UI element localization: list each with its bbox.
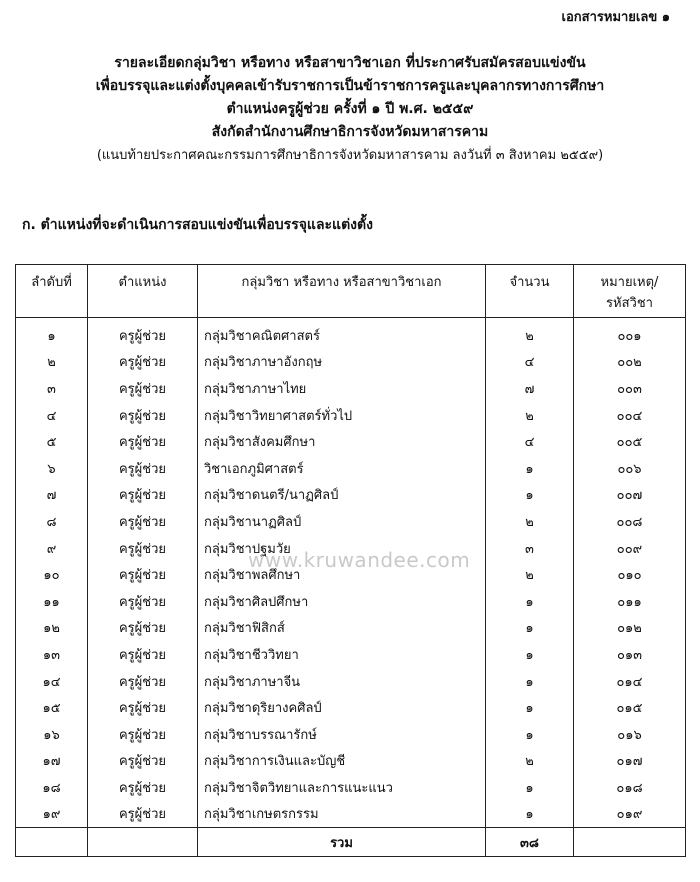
row-number: ๑๓ (16, 641, 88, 668)
total-cell-empty-3 (574, 828, 686, 857)
table-row (16, 428, 686, 455)
row-number: ๑ (16, 318, 88, 349)
header-note-line-2: รหัสวิชา (606, 296, 653, 311)
total-row (16, 828, 686, 857)
header-note-line-1: หมายเหตุ/ (600, 275, 659, 290)
table-row (16, 482, 686, 509)
row-count: ๔ (486, 349, 574, 376)
row-count: ๑ (486, 641, 574, 668)
document-header (0, 52, 700, 167)
watermark: www.kruwandee.com (248, 548, 471, 572)
row-count: ๒ (486, 508, 574, 535)
table-row (16, 508, 686, 535)
header-note (574, 265, 686, 318)
row-code: ๐๑๕ (574, 694, 686, 721)
row-subject: กลุ่มวิชาฟิสิกส์ (198, 615, 486, 642)
row-number: ๗ (16, 482, 88, 509)
row-position: ครูผู้ช่วย (88, 455, 198, 482)
header-line-1: รายละเอียดกลุ่มวิชา หรือทาง หรือสาขาวิชาเอก ที่ประกาศรับสมัครสอบแข่งขัน (114, 55, 586, 71)
total-count: ๓๘ (486, 828, 574, 857)
header-line-4: สังกัดสำนักงานศึกษาธิการจังหวัดมหาสารคาม (211, 124, 489, 140)
row-subject: กลุ่มวิชาการเงินและบัญชี (198, 748, 486, 775)
row-count: ๗ (486, 375, 574, 402)
row-position: ครูผู้ช่วย (88, 535, 198, 562)
row-number: ๑๘ (16, 774, 88, 801)
row-subject: กลุ่มวิชาดุริยางคศิลป์ (198, 694, 486, 721)
table-row (16, 668, 686, 695)
row-code: ๐๐๖ (574, 455, 686, 482)
table-header-row (16, 265, 686, 318)
row-code: ๐๐๕ (574, 428, 686, 455)
row-position: ครูผู้ช่วย (88, 774, 198, 801)
row-number: ๙ (16, 535, 88, 562)
table-row (16, 801, 686, 828)
row-number: ๕ (16, 428, 88, 455)
row-code: ๐๐๒ (574, 349, 686, 376)
row-subject: กลุ่มวิชาดนตรี/นาฏศิลป์ (198, 482, 486, 509)
total-cell-empty-2 (88, 828, 198, 857)
table-body (16, 318, 686, 828)
row-number: ๑๑ (16, 588, 88, 615)
row-position: ครูผู้ช่วย (88, 482, 198, 509)
row-subject: กลุ่มวิชาวิทยาศาสตร์ทั่วไป (198, 402, 486, 429)
header-no: ลำดับที่ (16, 265, 88, 318)
table-row (16, 588, 686, 615)
row-count: ๑ (486, 615, 574, 642)
row-position: ครูผู้ช่วย (88, 748, 198, 775)
row-number: ๘ (16, 508, 88, 535)
row-count: ๒ (486, 561, 574, 588)
row-position: ครูผู้ช่วย (88, 801, 198, 828)
table-row (16, 641, 686, 668)
row-subject: กลุ่มวิชาปฐมวัย (198, 535, 486, 562)
row-position: ครูผู้ช่วย (88, 508, 198, 535)
row-count: ๒ (486, 402, 574, 429)
row-subject: กลุ่มวิชาภาษาไทย (198, 375, 486, 402)
row-count: ๑ (486, 774, 574, 801)
row-number: ๑๗ (16, 748, 88, 775)
table-row (16, 455, 686, 482)
row-position: ครูผู้ช่วย (88, 428, 198, 455)
row-code: ๐๐๓ (574, 375, 686, 402)
row-count: ๑ (486, 588, 574, 615)
table-row (16, 615, 686, 642)
row-code: ๐๑๔ (574, 668, 686, 695)
header-subject: กลุ่มวิชา หรือทาง หรือสาขาวิชาเอก (198, 265, 486, 318)
row-code: ๐๐๔ (574, 402, 686, 429)
row-code: ๐๐๑ (574, 318, 686, 349)
row-position: ครูผู้ช่วย (88, 588, 198, 615)
section-title: ก. ตำแหน่งที่จะดำเนินการสอบแข่งขันเพื่อบรรจุและแต่งตั้ง (22, 217, 373, 233)
table-row (16, 375, 686, 402)
row-number: ๑๕ (16, 694, 88, 721)
row-subject: กลุ่มวิชาพลศึกษา (198, 561, 486, 588)
positions-table (15, 264, 686, 857)
total-cell-empty-1 (16, 828, 88, 857)
row-code: ๐๑๑ (574, 588, 686, 615)
row-count: ๔ (486, 428, 574, 455)
row-code: ๐๐๙ (574, 535, 686, 562)
row-position: ครูผู้ช่วย (88, 375, 198, 402)
row-position: ครูผู้ช่วย (88, 641, 198, 668)
row-subject: กลุ่มวิชาภาษาอังกฤษ (198, 349, 486, 376)
row-count: ๑ (486, 668, 574, 695)
row-count: ๒ (486, 748, 574, 775)
row-subject: กลุ่มวิชาสังคมศึกษา (198, 428, 486, 455)
row-number: ๓ (16, 375, 88, 402)
table-row (16, 561, 686, 588)
table-row (16, 318, 686, 349)
row-number: ๔ (16, 402, 88, 429)
row-subject: กลุ่มวิชานาฏศิลป์ (198, 508, 486, 535)
row-code: ๐๑๙ (574, 801, 686, 828)
row-count: ๑ (486, 482, 574, 509)
row-count: ๑ (486, 721, 574, 748)
row-number: ๒ (16, 349, 88, 376)
total-label: รวม (198, 828, 486, 857)
row-count: ๑ (486, 801, 574, 828)
row-subject: กลุ่มวิชาชีววิทยา (198, 641, 486, 668)
row-code: ๐๐๗ (574, 482, 686, 509)
row-subject: กลุ่มวิชาภาษาจีน (198, 668, 486, 695)
row-count: ๑ (486, 694, 574, 721)
row-subject: กลุ่มวิชาศิลปศึกษา (198, 588, 486, 615)
row-count: ๓ (486, 535, 574, 562)
row-position: ครูผู้ช่วย (88, 349, 198, 376)
document-number: เอกสารหมายเลข ๑ (561, 10, 670, 25)
header-line-2: เพื่อบรรจุและแต่งตั้งบุคคลเข้ารับราชการเป็นข้าราชการครูและบุคลากรทางการศึกษา (95, 78, 605, 94)
row-subject: กลุ่มวิชาจิตวิทยาและการแนะแนว (198, 774, 486, 801)
header-count: จำนวน (486, 265, 574, 318)
row-number: ๑๔ (16, 668, 88, 695)
row-count: ๑ (486, 455, 574, 482)
row-number: ๑๒ (16, 615, 88, 642)
row-number: ๑๖ (16, 721, 88, 748)
table-row (16, 402, 686, 429)
table-row (16, 349, 686, 376)
row-number: ๑๐ (16, 561, 88, 588)
table-row (16, 774, 686, 801)
header-line-5: (แนบท้ายประกาศคณะกรรมการศึกษาธิการจังหวัดมหาสารคาม ลงวันที่ ๓ สิงหาคม ๒๕๕๙) (96, 148, 604, 163)
table-row (16, 721, 686, 748)
row-position: ครูผู้ช่วย (88, 668, 198, 695)
table-row (16, 535, 686, 562)
row-code: ๐๑๓ (574, 641, 686, 668)
row-subject: กลุ่มวิชาบรรณารักษ์ (198, 721, 486, 748)
row-subject: กลุ่มวิชาคณิตศาสตร์ (198, 318, 486, 349)
header-line-3: ตำแหน่งครูผู้ช่วย ครั้งที่ ๑ ปี พ.ศ. ๒๕๕๙ (226, 101, 474, 117)
row-code: ๐๑๘ (574, 774, 686, 801)
row-position: ครูผู้ช่วย (88, 318, 198, 349)
row-code: ๐๑๖ (574, 721, 686, 748)
row-count: ๒ (486, 318, 574, 349)
row-position: ครูผู้ช่วย (88, 402, 198, 429)
row-position: ครูผู้ช่วย (88, 615, 198, 642)
row-code: ๐๑๒ (574, 615, 686, 642)
row-code: ๐๐๘ (574, 508, 686, 535)
header-position: ตำแหน่ง (88, 265, 198, 318)
row-number: ๖ (16, 455, 88, 482)
row-position: ครูผู้ช่วย (88, 721, 198, 748)
row-subject: กลุ่มวิชาเกษตรกรรม (198, 801, 486, 828)
row-number: ๑๙ (16, 801, 88, 828)
table-row (16, 748, 686, 775)
row-position: ครูผู้ช่วย (88, 694, 198, 721)
row-subject: วิชาเอกภูมิศาสตร์ (198, 455, 486, 482)
row-position: ครูผู้ช่วย (88, 561, 198, 588)
table-row (16, 694, 686, 721)
row-code: ๐๑๐ (574, 561, 686, 588)
row-code: ๐๑๗ (574, 748, 686, 775)
